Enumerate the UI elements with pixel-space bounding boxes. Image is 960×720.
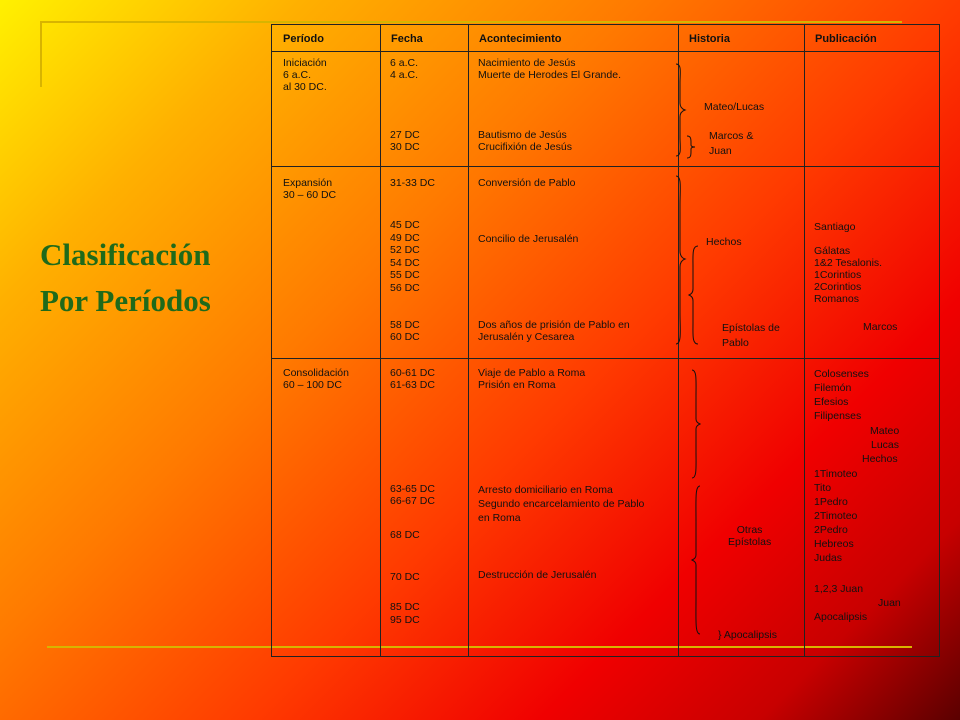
- row1-period: Iniciación 6 a.C. al 30 DC.: [283, 57, 327, 93]
- title-line-2: Por Períodos: [40, 283, 211, 318]
- row2-history-epistolas: Epístolas de Pablo: [722, 322, 780, 349]
- header-historia: Historia: [689, 33, 730, 45]
- row2-dates-a: 31-33 DC: [390, 177, 435, 189]
- brace-otras-epistolas-bottom: [690, 485, 702, 635]
- row3-publication-juan-cartas: 1,2,3 Juan: [814, 583, 864, 595]
- header-periodo: Período: [283, 33, 324, 45]
- row3-event-destruccion: Destrucción de Jerusalén: [478, 569, 597, 581]
- row3-history-otras-epistolas: Otras Epístolas: [728, 524, 772, 548]
- row3-date-70: 70 DC: [390, 571, 420, 583]
- row-divider: [272, 166, 939, 167]
- row3-publication-apocalipsis: Apocalipsis: [814, 611, 868, 623]
- row-divider: [272, 358, 939, 359]
- row3-publication-mateo: Mateo: [870, 425, 900, 437]
- row3-events-b: Arresto domiciliario en Roma Segundo encarcelamiento de Pablo en Roma: [478, 484, 645, 524]
- row2-dates-b: 45 DC 49 DC 52 DC 54 DC 55 DC 56 DC: [390, 219, 420, 294]
- header-publicacion: Publicación: [815, 33, 877, 45]
- row2-event-concilio: Concilio de Jerusalén: [478, 233, 579, 245]
- row3-events-a: Viaje de Pablo a Roma Prisión en Roma: [478, 367, 586, 391]
- brace-marcos-juan: [686, 135, 698, 159]
- brace-otras-epistolas-top: [690, 369, 702, 479]
- row1-dates-b: 27 DC 30 DC: [390, 129, 420, 153]
- header-fecha: Fecha: [391, 33, 423, 45]
- row3-publication-juan: Juan: [878, 597, 901, 609]
- column-divider: [468, 25, 469, 656]
- row1-events-b: Bautismo de Jesús Crucifixión de Jesús: [478, 129, 572, 153]
- row3-publication-hechos: Hechos: [862, 453, 898, 465]
- brace-epistolas-pablo: [686, 245, 700, 345]
- row-divider: [272, 51, 939, 52]
- row2-event-conversion: Conversión de Pablo: [478, 177, 576, 189]
- slide-title: [40, 232, 270, 324]
- row1-history-marcos-juan: Marcos & Juan: [709, 130, 754, 157]
- row2-period: Expansión 30 – 60 DC: [283, 177, 337, 201]
- top-decorative-line: [40, 21, 902, 23]
- row2-publications: Santiago Gálatas 1&2 Tesalonis. 1Corintios 2Corintios Romanos: [814, 221, 883, 305]
- row3-period: Consolidación 60 – 100 DC: [283, 367, 349, 391]
- row3-dates-b: 63-65 DC 66-67 DC: [390, 483, 435, 507]
- column-divider: [804, 25, 805, 656]
- column-divider: [380, 25, 381, 656]
- row3-publications-a: Colosenses Filemón Efesios Filipenses: [814, 368, 869, 422]
- row3-date-68: 68 DC: [390, 529, 420, 541]
- row1-history-mateo-lucas: Mateo/Lucas: [704, 101, 765, 113]
- period-table: [271, 24, 940, 657]
- row3-publications-b: 1Timoteo Tito 1Pedro 2Timoteo 2Pedro Hebreos Judas: [814, 468, 858, 564]
- left-decorative-line: [40, 21, 42, 87]
- row2-publication-marcos: Marcos: [863, 321, 898, 333]
- row1-events-a: Nacimiento de Jesús Muerte de Herodes El Grande.: [478, 57, 621, 81]
- row2-history-hechos: Hechos: [706, 236, 742, 248]
- row3-publication-lucas: Lucas: [871, 439, 900, 451]
- title-line-1: Clasificación: [40, 237, 211, 272]
- header-acontecimiento: Acontecimiento: [479, 33, 562, 45]
- row3-dates-a: 60-61 DC 61-63 DC: [390, 367, 435, 391]
- row2-event-prision: Dos años de prisión de Pablo en Jerusalén y Cesarea: [478, 319, 630, 343]
- row3-history-apocalipsis: } Apocalipsis: [718, 629, 777, 641]
- row2-dates-c: 58 DC 60 DC: [390, 319, 420, 343]
- row3-dates-c: 85 DC 95 DC: [390, 601, 420, 626]
- row1-dates-a: 6 a.C. 4 a.C.: [390, 57, 419, 81]
